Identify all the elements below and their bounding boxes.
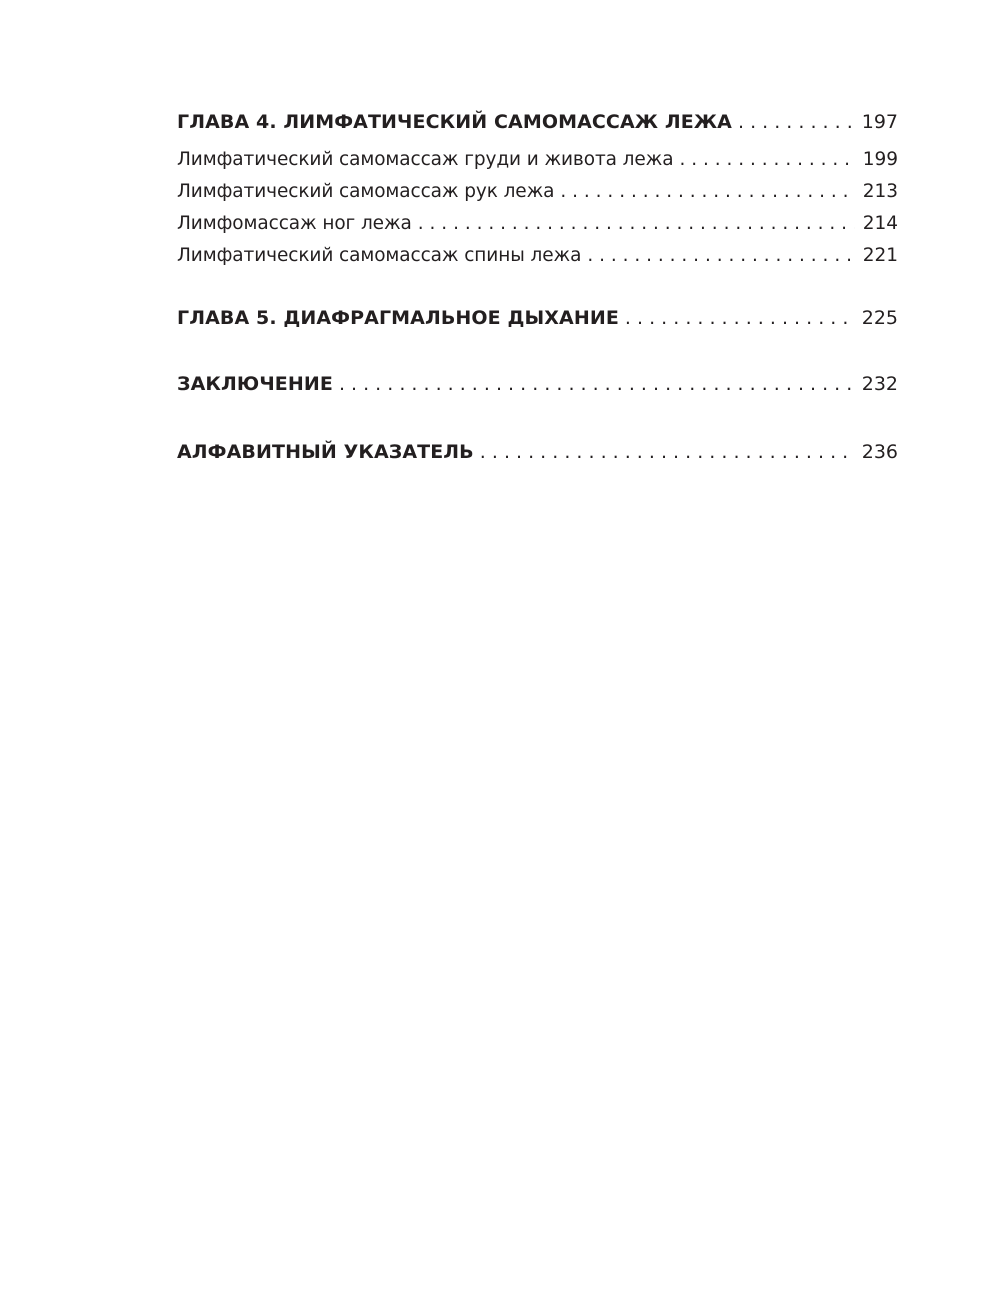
toc-entry-title: ГЛАВА 4. ЛИМФАТИЧЕСКИЙ САМОМАССАЖ ЛЕЖА	[177, 111, 732, 133]
dot-leader	[339, 368, 854, 400]
toc-entry-section[interactable]	[177, 208, 898, 240]
toc-entry-page: 236	[861, 441, 898, 463]
dot-leader	[679, 144, 854, 176]
toc-entry-page: 199	[862, 149, 898, 170]
dot-leader	[625, 302, 854, 334]
dot-leader	[480, 436, 854, 468]
toc-entry-title: АЛФАВИТНЫЙ УКАЗАТЕЛЬ	[177, 441, 474, 463]
toc-entry-page: 197	[861, 111, 898, 133]
toc-entry-page: 214	[862, 213, 898, 234]
dot-leader	[418, 208, 855, 240]
dot-leader	[738, 106, 854, 138]
toc-entry-title: ЗАКЛЮЧЕНИЕ	[177, 373, 333, 395]
toc-entry-page: 221	[862, 245, 898, 266]
toc-entry-section[interactable]	[177, 176, 898, 208]
toc-entry-title: Лимфатический самомассаж груди и живота лежа	[177, 149, 674, 170]
toc-entry-index[interactable]	[177, 436, 898, 468]
table-of-contents	[177, 106, 898, 468]
toc-entry-section[interactable]	[177, 144, 898, 176]
toc-entry-title: ГЛАВА 5. ДИАФРАГМАЛЬНОЕ ДЫХАНИЕ	[177, 307, 619, 329]
dot-leader	[587, 240, 854, 272]
toc-entry-page: 232	[861, 373, 898, 395]
toc-entry-page: 225	[861, 307, 898, 329]
toc-entry-chapter-4[interactable]	[177, 106, 898, 138]
toc-entry-title: Лимфатический самомассаж рук лежа	[177, 181, 555, 202]
toc-entry-section[interactable]	[177, 240, 898, 272]
toc-entry-chapter-5[interactable]	[177, 302, 898, 334]
toc-entry-page: 213	[862, 181, 898, 202]
toc-entry-title: Лимфатический самомассаж спины лежа	[177, 245, 582, 266]
dot-leader	[560, 176, 854, 208]
toc-entry-conclusion[interactable]	[177, 368, 898, 400]
toc-entry-title: Лимфомассаж ног лежа	[177, 213, 412, 234]
